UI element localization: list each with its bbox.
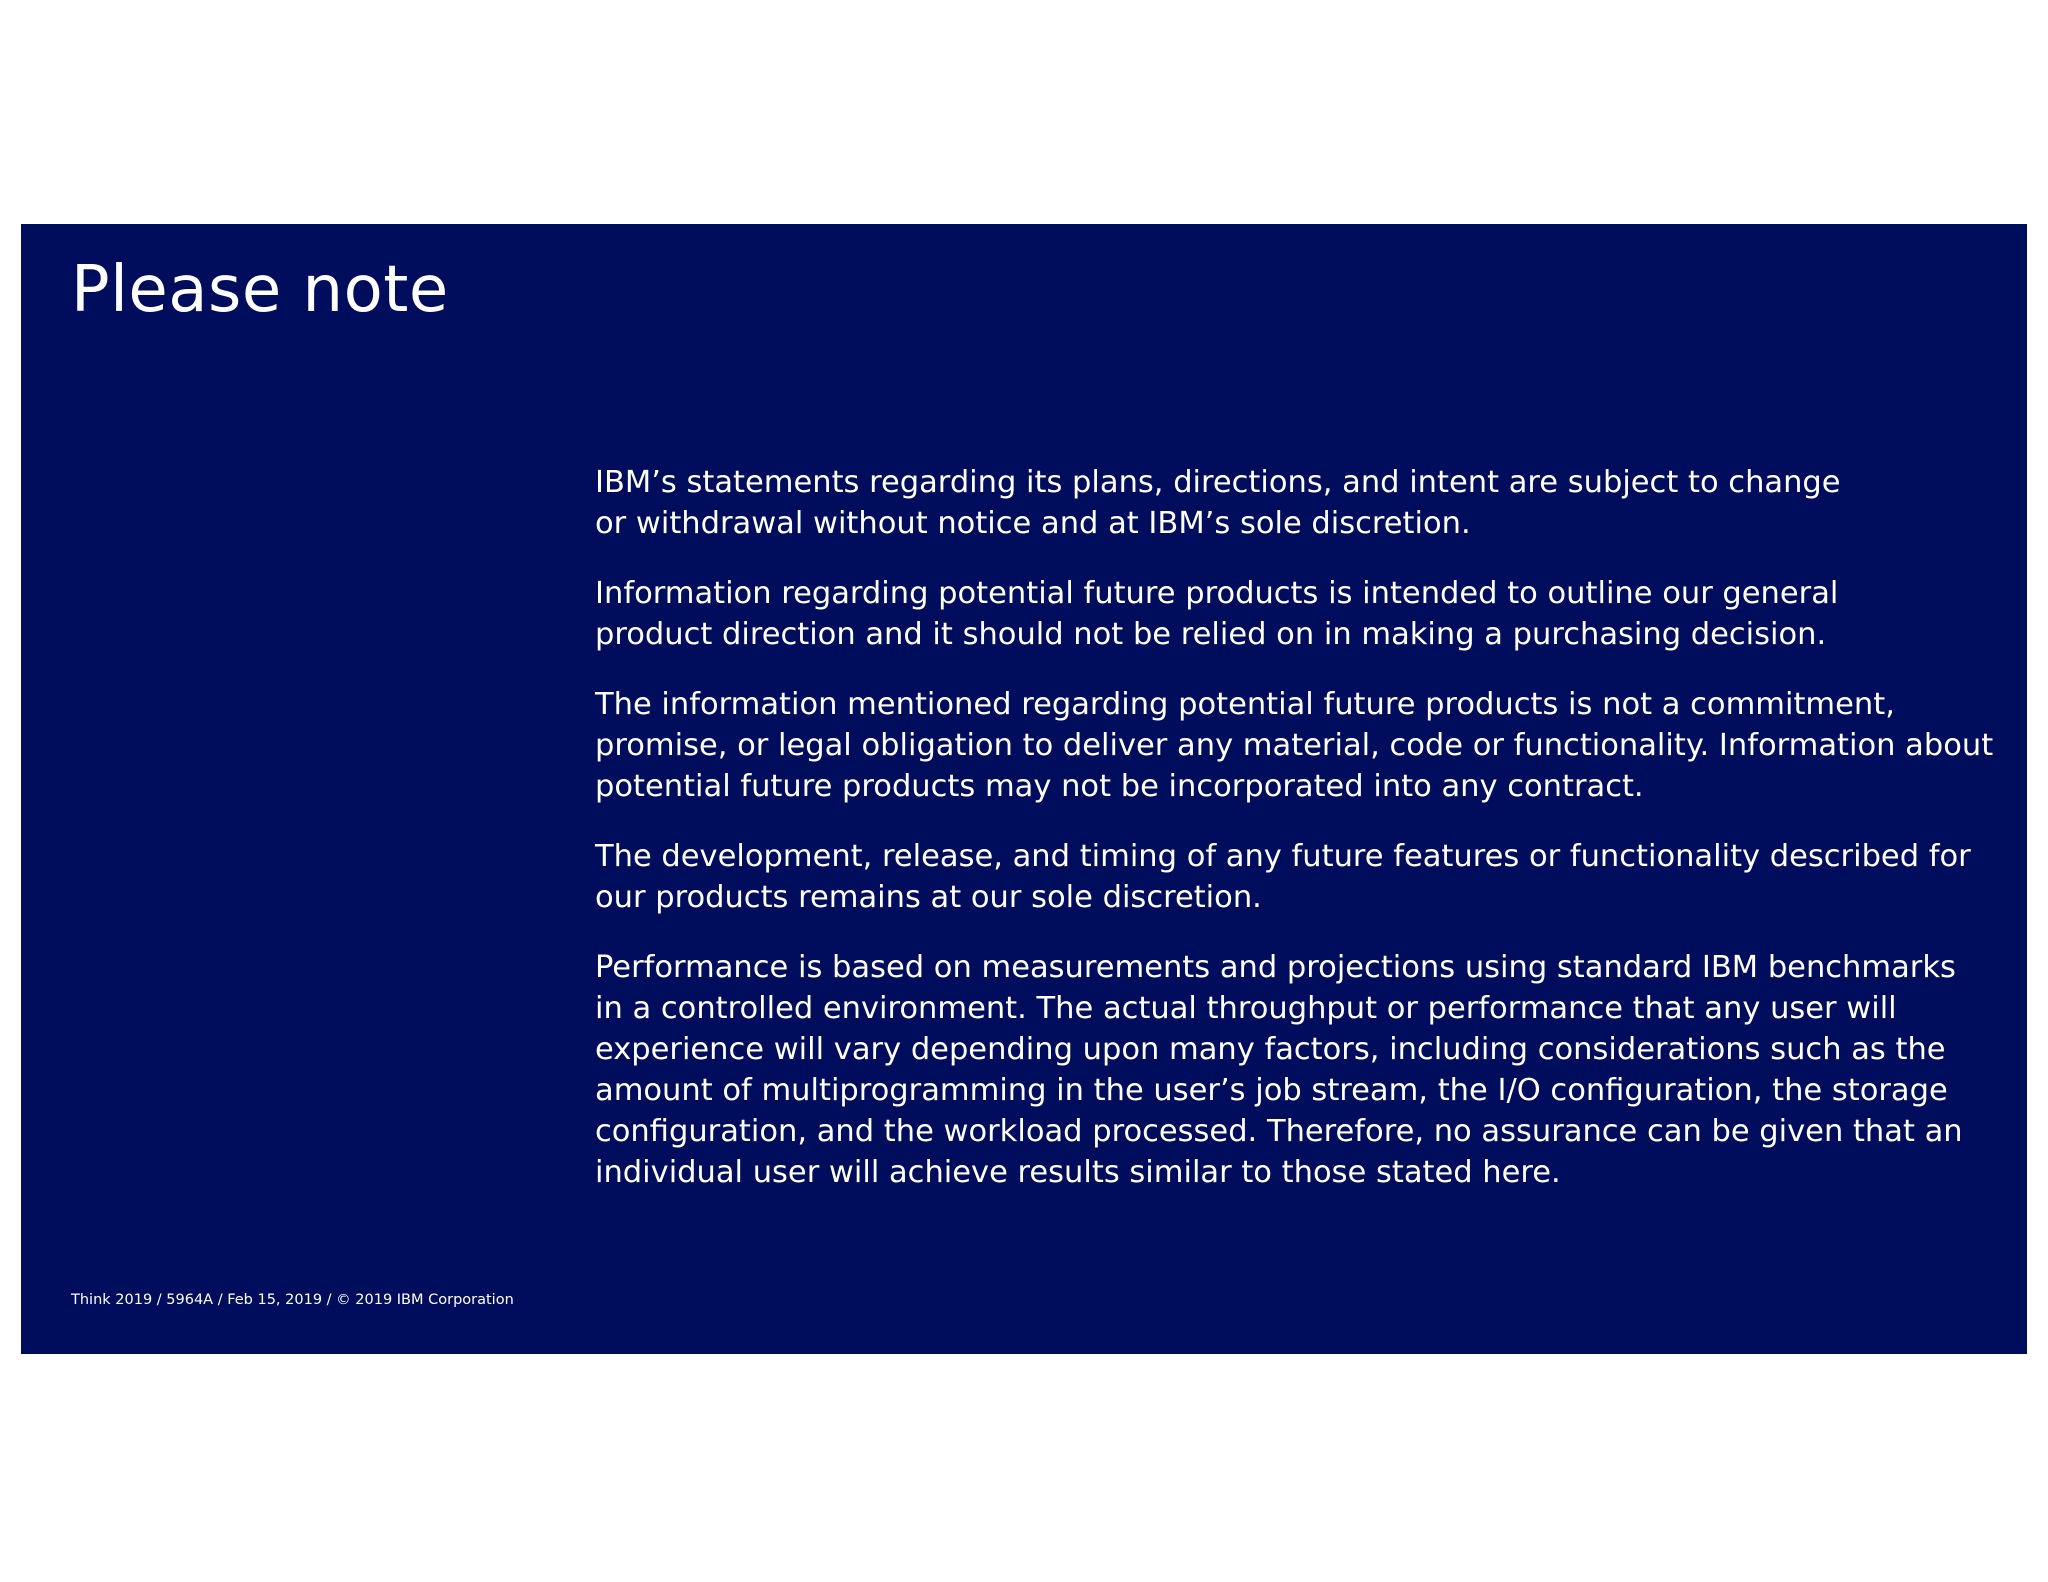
paragraph-plans-disclaimer: [595, 462, 2035, 544]
paragraph-line: individual user will achieve results similar to those stated here.: [595, 1155, 1561, 1190]
paragraph-no-commitment: [595, 684, 2035, 807]
paragraph-line: IBM’s statements regarding its plans, directions, and intent are subject to change: [595, 465, 1841, 500]
slide-title: Please note: [71, 253, 449, 327]
paragraph-line: amount of multiprogramming in the user’s job stream, the I/O configuration, the storage: [595, 1073, 1948, 1108]
paragraph-line: configuration, and the workload processed. Therefore, no assurance can be given that an: [595, 1114, 1963, 1149]
disclaimer-body: [595, 462, 2035, 1222]
paragraph-line: Information regarding potential future products is intended to outline our general: [595, 576, 1839, 611]
paragraph-line: The development, release, and timing of any future features or functionality described for: [595, 839, 1971, 874]
paragraph-line: promise, or legal obligation to deliver any material, code or functionality. Information about: [595, 728, 1994, 763]
paragraph-line: experience will vary depending upon many factors, including considerations such as the: [595, 1032, 1946, 1067]
slide-footer: Think 2019 / 5964A / Feb 15, 2019 / © 2019 IBM Corporation: [71, 1292, 514, 1308]
paragraph-line: Performance is based on measurements and projections using standard IBM benchmarks: [595, 950, 1956, 985]
paragraph-line: The information mentioned regarding potential future products is not a commitment,: [595, 687, 1895, 722]
paragraph-performance: [595, 947, 2035, 1193]
paragraph-line: potential future products may not be incorporated into any contract.: [595, 769, 1644, 804]
paragraph-line: our products remains at our sole discretion.: [595, 880, 1262, 915]
paragraph-line: in a controlled environment. The actual throughput or performance that any user will: [595, 991, 1897, 1026]
paragraph-line: product direction and it should not be relied on in making a purchasing decision.: [595, 617, 1827, 652]
paragraph-future-products: [595, 573, 2035, 655]
paragraph-timing-discretion: [595, 836, 2035, 918]
slide: [21, 224, 2027, 1354]
paragraph-line: or withdrawal without notice and at IBM’s sole discretion.: [595, 506, 1471, 541]
